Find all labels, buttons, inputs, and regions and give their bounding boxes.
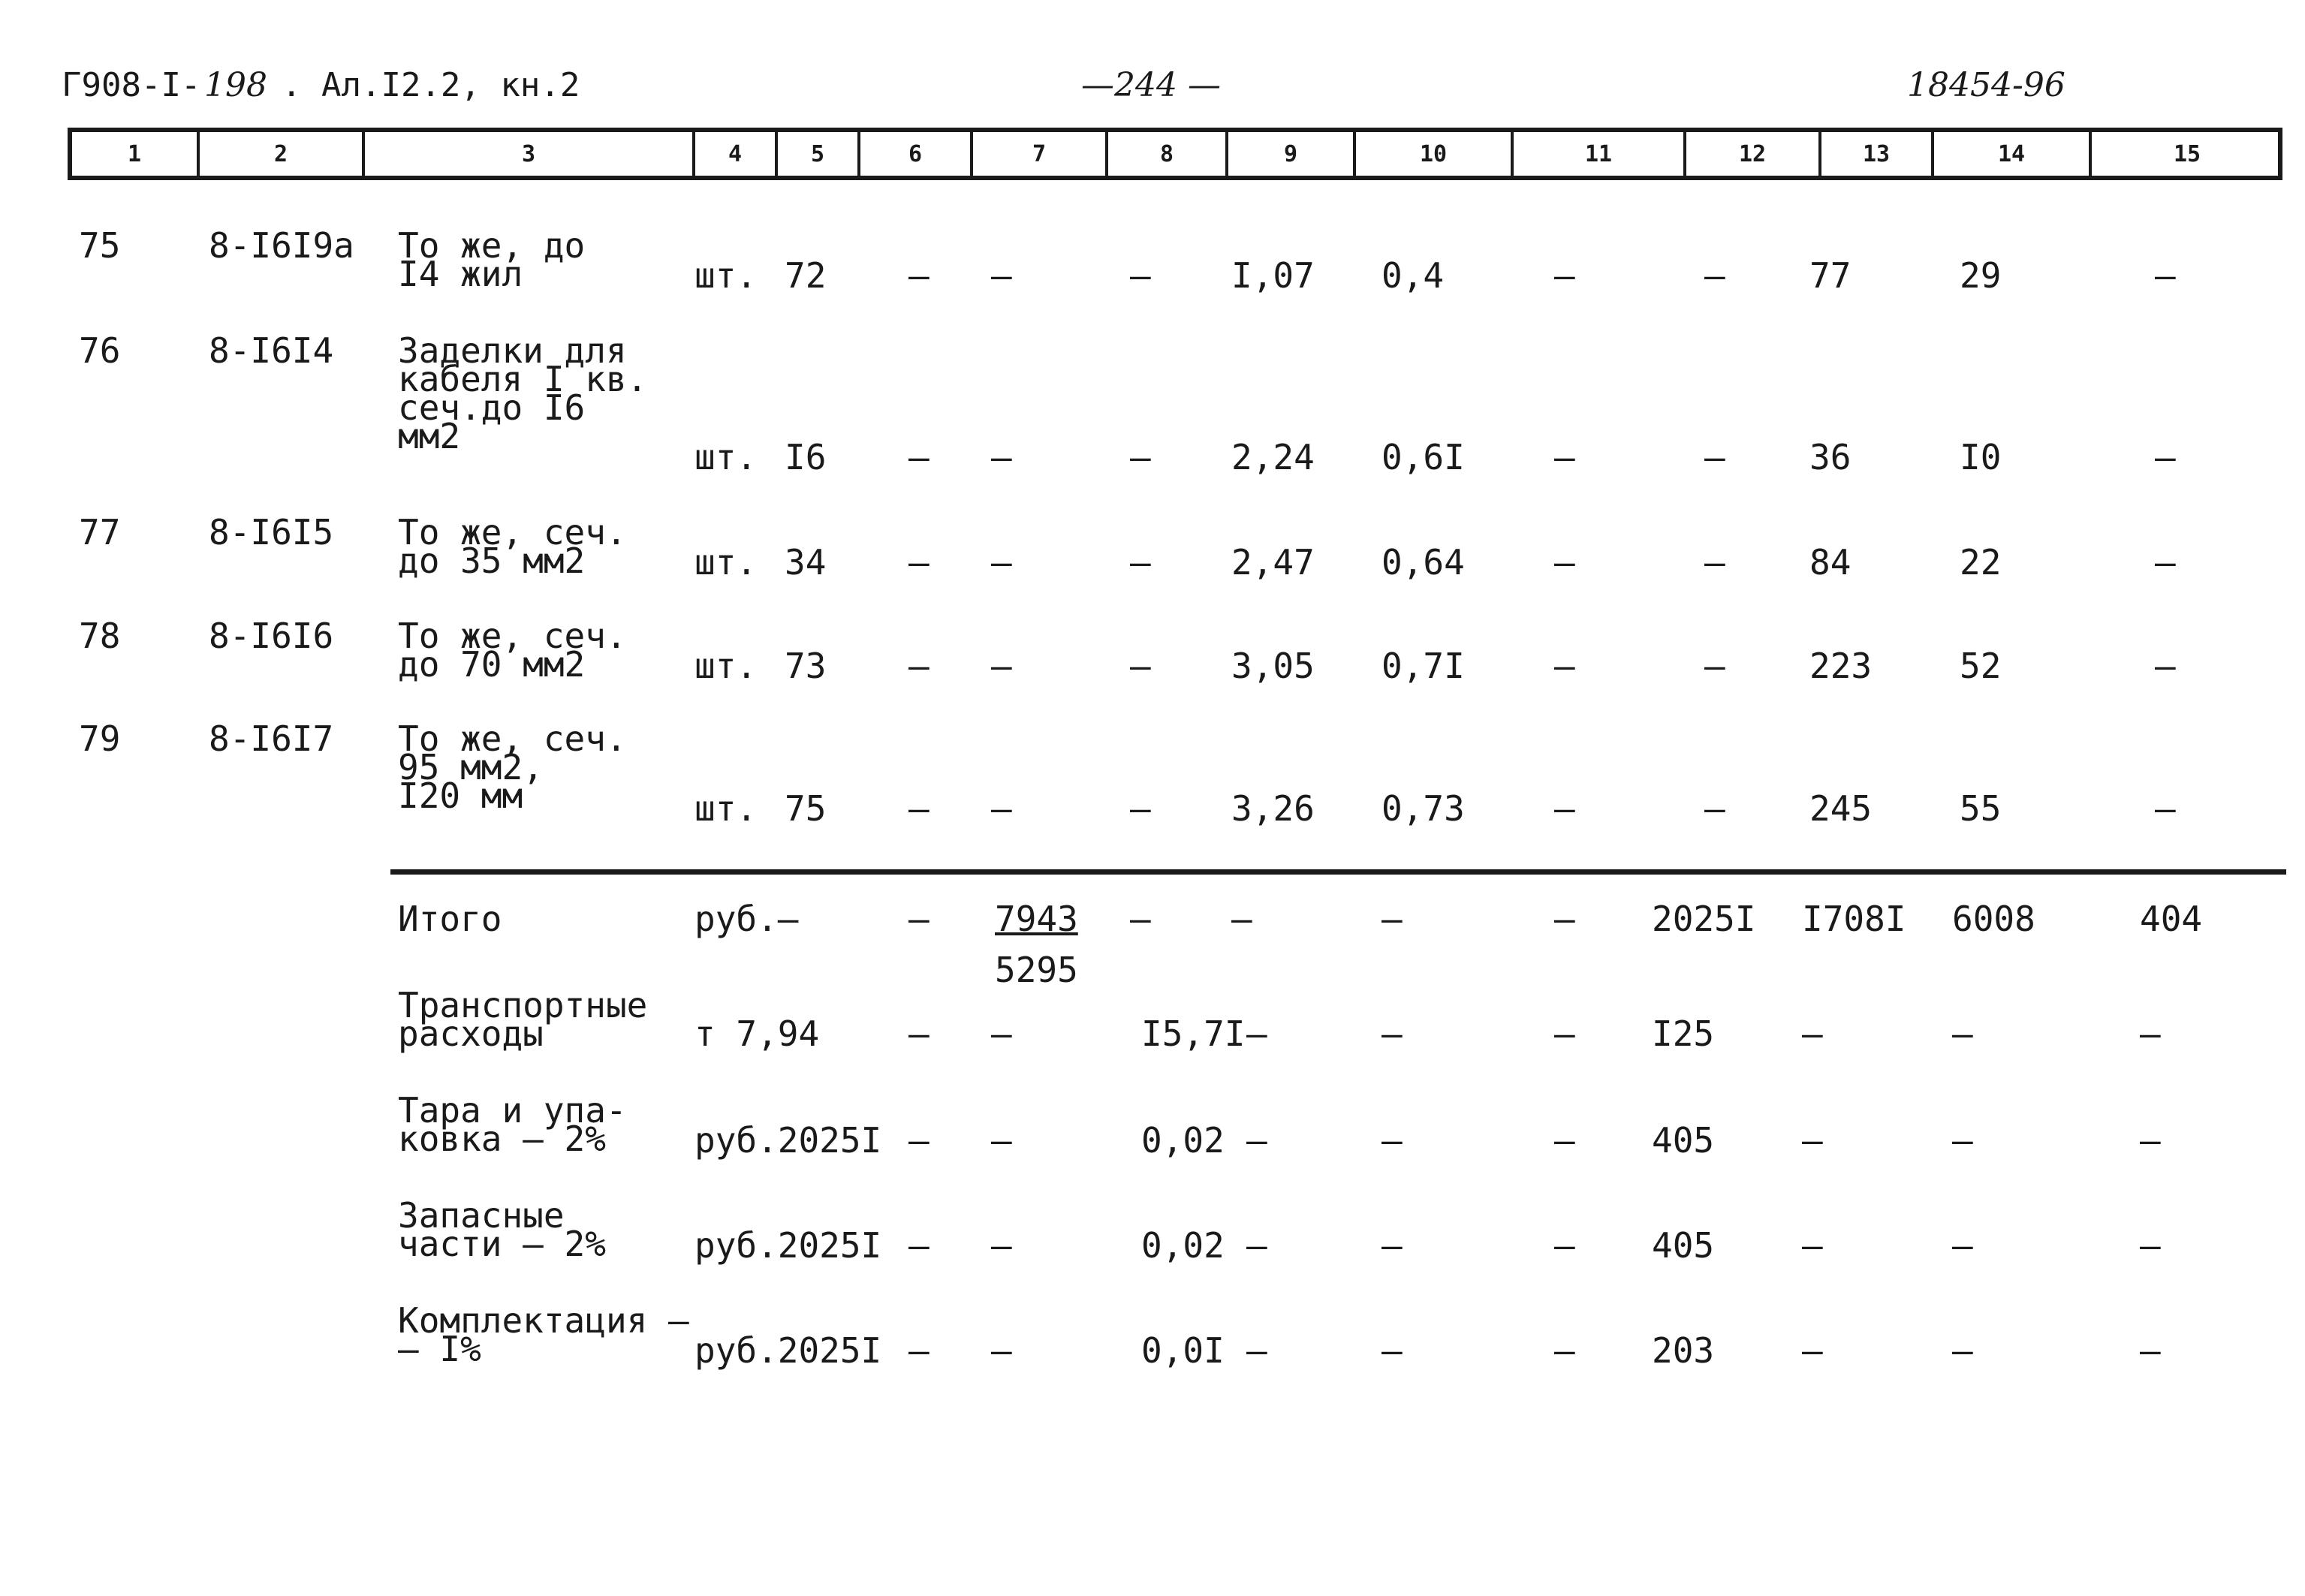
totals-description: Итого [398,899,502,939]
row-number: 78 [79,616,121,656]
row-col13: 245 [1809,788,1873,829]
totals-col6: – [908,1013,930,1054]
totals-col13: – [1802,1225,1823,1266]
totals-col14: – [1952,1013,1973,1054]
row-col7: – [991,646,1012,686]
row-col12: – [1704,646,1725,686]
totals-col7: – [991,1013,1012,1054]
doc-section: . Ал.I2.2, кн.2 [282,66,580,104]
row-col9: 3,26 [1231,788,1315,829]
row-unit: шт. [695,788,758,829]
row-col8: – [1130,542,1151,583]
column-number-5: 5 [778,132,860,176]
row-col11: – [1554,255,1575,296]
totals-col13: – [1802,1013,1823,1054]
totals-col8: – [1130,899,1151,939]
totals-col15: – [2140,1225,2161,1266]
totals-col7: 7943 [995,899,1078,939]
totals-col11: – [1554,899,1575,939]
totals-unit-base: руб.2025I [695,1225,882,1266]
totals-col10: – [1381,1225,1403,1266]
row-col14: I0 [1960,437,2002,477]
row-description: То же, сеч. до 70 мм2 [398,616,627,685]
totals-col15: 404 [2140,899,2203,939]
row-col8: – [1130,437,1151,477]
column-number-11: 11 [1514,132,1686,176]
row-col13: 84 [1809,542,1852,583]
totals-description: Запасные части – 2% [398,1195,606,1264]
totals-col7-secondary: 5295 [995,950,1078,990]
totals-col8: 0,02 [1141,1120,1225,1161]
totals-col11: – [1554,1330,1575,1371]
totals-divider [390,869,2286,875]
row-col15: – [2155,788,2176,829]
row-col12: – [1704,788,1725,829]
row-col6: – [908,646,930,686]
totals-col6: – [908,899,930,939]
totals-col8: 0,0I [1141,1330,1225,1371]
row-col6: – [908,788,930,829]
totals-col9: – [1246,1330,1267,1371]
row-col13: 36 [1809,437,1852,477]
totals-col14: – [1952,1225,1973,1266]
column-number-13: 13 [1821,132,1934,176]
totals-col12: 2025I [1652,899,1756,939]
row-unit: шт. [695,255,758,296]
column-number-15: 15 [2173,140,2201,167]
totals-col12: 405 [1652,1225,1715,1266]
totals-col15: – [2140,1120,2161,1161]
row-number: 75 [79,225,121,266]
row-quantity: 73 [785,646,827,686]
row-col8: – [1130,788,1151,829]
row-description: То же, сеч. 95 мм2, I20 мм [398,718,627,816]
totals-col10: – [1381,1120,1403,1161]
doc-code: Г908-I- [62,66,201,104]
row-col10: 0,64 [1381,542,1465,583]
row-number: 77 [79,512,121,553]
column-number-bar [68,128,2282,180]
row-col12: – [1704,255,1725,296]
column-number-6: 6 [860,132,973,176]
row-number: 76 [79,330,121,371]
row-quantity: 34 [785,542,827,583]
row-col9: 2,47 [1231,542,1315,583]
row-col14: 52 [1960,646,2002,686]
column-number-14: 14 [1934,132,2092,176]
totals-col12: 203 [1652,1330,1715,1371]
row-col9: I,07 [1231,255,1315,296]
doc-code-handwritten: 198 [204,66,267,104]
row-col15: – [2155,255,2176,296]
totals-col9: – [1246,1225,1267,1266]
column-number-4: 4 [695,132,778,176]
totals-col12: I25 [1652,1013,1715,1054]
totals-unit-base: руб.2025I [695,1120,882,1161]
totals-col14: – [1952,1330,1973,1371]
row-unit: шт. [695,437,758,477]
totals-unit-base: руб.– [695,899,799,939]
totals-col6: – [908,1225,930,1266]
totals-col7: – [991,1330,1012,1371]
totals-col7: – [991,1120,1012,1161]
totals-col11: – [1554,1225,1575,1266]
row-description: То же, сеч. до 35 мм2 [398,512,627,581]
row-quantity: 75 [785,788,827,829]
column-number-1: 1 [72,132,200,176]
totals-unit-base: руб.2025I [695,1330,882,1371]
column-number-8: 8 [1108,132,1228,176]
row-col10: 0,6I [1381,437,1465,477]
row-col15: – [2155,542,2176,583]
totals-col14: – [1952,1120,1973,1161]
row-col6: – [908,255,930,296]
totals-col11: – [1554,1013,1575,1054]
row-col8: – [1130,646,1151,686]
row-description: Заделки для кабеля I кв. сеч.до I6 мм2 [398,330,648,456]
totals-col9: – [1231,899,1252,939]
row-col9: 3,05 [1231,646,1315,686]
totals-col15: – [2140,1013,2161,1054]
totals-unit-base: т 7,94 [695,1013,820,1054]
row-code: 8-I6I6 [209,616,334,656]
row-col11: – [1554,542,1575,583]
row-col15: – [2155,646,2176,686]
column-number-2: 2 [200,132,365,176]
row-col9: 2,24 [1231,437,1315,477]
page-number: —244 — [1081,66,1221,104]
totals-col10: – [1381,899,1403,939]
row-col7: – [991,437,1012,477]
row-quantity: 72 [785,255,827,296]
totals-col12: 405 [1652,1120,1715,1161]
totals-col8: 0,02 [1141,1225,1225,1266]
totals-col7: – [991,1225,1012,1266]
totals-col14: 6008 [1952,899,2035,939]
totals-col10: – [1381,1013,1403,1054]
totals-col6: – [908,1330,930,1371]
row-col8: – [1130,255,1151,296]
row-col10: 0,4 [1381,255,1445,296]
row-code: 8-I6I4 [209,330,334,371]
archive-stamp: 18454-96 [1907,66,2065,104]
totals-description: Комплектация – – I% [398,1300,689,1369]
row-code: 8-I6I7 [209,718,334,759]
row-col10: 0,7I [1381,646,1465,686]
column-number-3: 3 [365,132,695,176]
row-col13: 223 [1809,646,1873,686]
totals-col6: – [908,1120,930,1161]
column-number-12: 12 [1686,132,1821,176]
totals-col13: – [1802,1120,1823,1161]
totals-description: Тара и упа- ковка – 2% [398,1090,627,1159]
row-col12: – [1704,542,1725,583]
totals-col11: – [1554,1120,1575,1161]
row-col6: – [908,437,930,477]
row-col11: – [1554,437,1575,477]
row-col14: 55 [1960,788,2002,829]
row-quantity: I6 [785,437,827,477]
row-unit: шт. [695,542,758,583]
column-number-10: 10 [1356,132,1514,176]
row-col13: 77 [1809,255,1852,296]
column-number-7: 7 [973,132,1108,176]
row-col14: 29 [1960,255,2002,296]
row-col12: – [1704,437,1725,477]
row-col14: 22 [1960,542,2002,583]
row-col7: – [991,788,1012,829]
totals-col13: – [1802,1330,1823,1371]
totals-col15: – [2140,1330,2161,1371]
row-col11: – [1554,646,1575,686]
totals-description: Транспортные расходы [398,985,648,1054]
totals-col8: I5,7I [1141,1013,1246,1054]
row-description: То же, до I4 жил [398,225,586,294]
totals-col13: I708I [1802,899,1906,939]
row-code: 8-I6I5 [209,512,334,553]
totals-col9: – [1246,1120,1267,1161]
totals-col10: – [1381,1330,1403,1371]
row-number: 79 [79,718,121,759]
row-col7: – [991,255,1012,296]
row-unit: шт. [695,646,758,686]
row-col6: – [908,542,930,583]
totals-col9: – [1246,1013,1267,1054]
column-number-9: 9 [1228,132,1356,176]
row-code: 8-I6I9а [209,225,354,266]
row-col10: 0,73 [1381,788,1465,829]
row-col7: – [991,542,1012,583]
row-col15: – [2155,437,2176,477]
row-col11: – [1554,788,1575,829]
